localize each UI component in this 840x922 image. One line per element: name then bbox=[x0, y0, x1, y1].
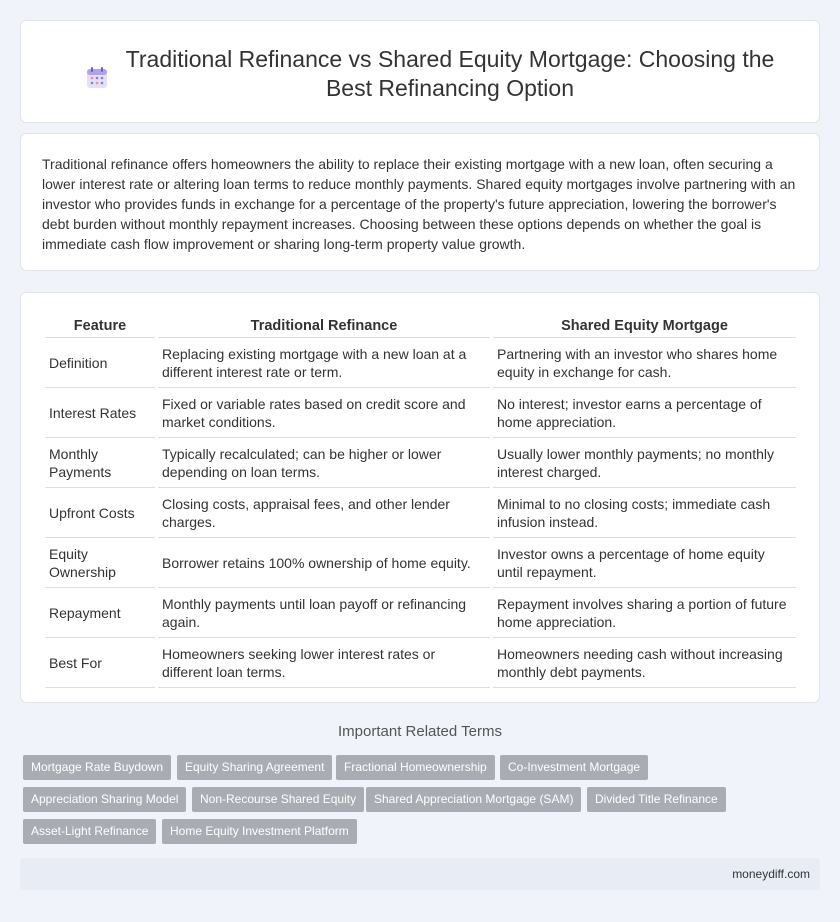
row-feature: Definition bbox=[45, 338, 155, 388]
row-shared: Minimal to no closing costs; immediate cash infusion instead. bbox=[493, 488, 796, 538]
row-traditional: Homeowners seeking lower interest rates or different loan terms. bbox=[158, 638, 490, 688]
table-row bbox=[45, 388, 796, 438]
table-row bbox=[45, 638, 796, 688]
related-term-tag[interactable]: Home Equity Investment Platform bbox=[162, 819, 357, 844]
related-term-tag[interactable]: Appreciation Sharing Model bbox=[23, 787, 186, 812]
related-term-tag[interactable]: Fractional Homeownership bbox=[336, 755, 495, 780]
page-title: Traditional Refinance vs Shared Equity Mortgage: Choosing the Best Refinancing Option bbox=[125, 46, 775, 101]
row-feature: Upfront Costs bbox=[45, 488, 155, 538]
row-traditional: Borrower retains 100% ownership of home equity. bbox=[158, 538, 490, 588]
table-row bbox=[45, 488, 796, 538]
comparison-table bbox=[42, 315, 799, 688]
related-term-tag[interactable]: Non-Recourse Shared Equity bbox=[192, 787, 364, 812]
row-shared: Homeowners needing cash without increasing monthly debt payments. bbox=[493, 638, 796, 688]
header-traditional-refinance: Traditional Refinance bbox=[158, 315, 490, 338]
comparison-card bbox=[20, 292, 820, 703]
related-terms-title: Important Related Terms bbox=[338, 723, 502, 740]
row-feature: Equity Ownership bbox=[45, 538, 155, 588]
title-card bbox=[20, 20, 820, 123]
related-term-tag[interactable]: Asset-Light Refinance bbox=[23, 819, 156, 844]
row-feature: Best For bbox=[45, 638, 155, 688]
table-header-row bbox=[45, 315, 796, 338]
related-term-tag[interactable]: Divided Title Refinance bbox=[587, 787, 726, 812]
row-shared: Usually lower monthly payments; no monthly interest charged. bbox=[493, 438, 796, 488]
table-row bbox=[45, 438, 796, 488]
table-row bbox=[45, 588, 796, 638]
table-row bbox=[45, 338, 796, 388]
header-shared-equity-mortgage: Shared Equity Mortgage bbox=[493, 315, 796, 338]
row-traditional: Monthly payments until loan payoff or refinancing again. bbox=[158, 588, 490, 638]
row-traditional: Typically recalculated; can be higher or lower depending on loan terms. bbox=[158, 438, 490, 488]
header-feature: Feature bbox=[45, 315, 155, 338]
related-term-tag[interactable]: Mortgage Rate Buydown bbox=[23, 755, 171, 780]
row-feature: Monthly Payments bbox=[45, 438, 155, 488]
row-traditional: Replacing existing mortgage with a new loan at a different interest rate or term. bbox=[158, 338, 490, 388]
footer-site-link[interactable]: moneydiff.com bbox=[732, 867, 810, 881]
intro-paragraph: Traditional refinance offers homeowners the ability to replace their existing mortgage with a new loan, often securing a lower interest rate or altering loan terms to reduce monthly payments. Shared equity mortgages involve partnering with an investor who provides funds in exchange for a percentage of the property's future appreciation, lowering the borrower's debt burden without monthly repayment increases. Choosing between these options depends on whether the goal is immediate cash flow improvement or sharing long-term property value growth. bbox=[42, 156, 796, 252]
footer bbox=[20, 858, 820, 890]
row-shared: No interest; investor earns a percentage of home appreciation. bbox=[493, 388, 796, 438]
row-shared: Repayment involves sharing a portion of future home appreciation. bbox=[493, 588, 796, 638]
row-shared: Partnering with an investor who shares home equity in exchange for cash. bbox=[493, 338, 796, 388]
row-traditional: Closing costs, appraisal fees, and other lender charges. bbox=[158, 488, 490, 538]
related-term-tag[interactable]: Shared Appreciation Mortgage (SAM) bbox=[366, 787, 581, 812]
row-feature: Interest Rates bbox=[45, 388, 155, 438]
related-term-tag[interactable]: Co-Investment Mortgage bbox=[500, 755, 648, 780]
intro-card bbox=[20, 133, 820, 271]
related-term-tag[interactable]: Equity Sharing Agreement bbox=[177, 755, 332, 780]
table-row bbox=[45, 538, 796, 588]
row-feature: Repayment bbox=[45, 588, 155, 638]
row-traditional: Fixed or variable rates based on credit score and market conditions. bbox=[158, 388, 490, 438]
row-shared: Investor owns a percentage of home equity until repayment. bbox=[493, 538, 796, 588]
